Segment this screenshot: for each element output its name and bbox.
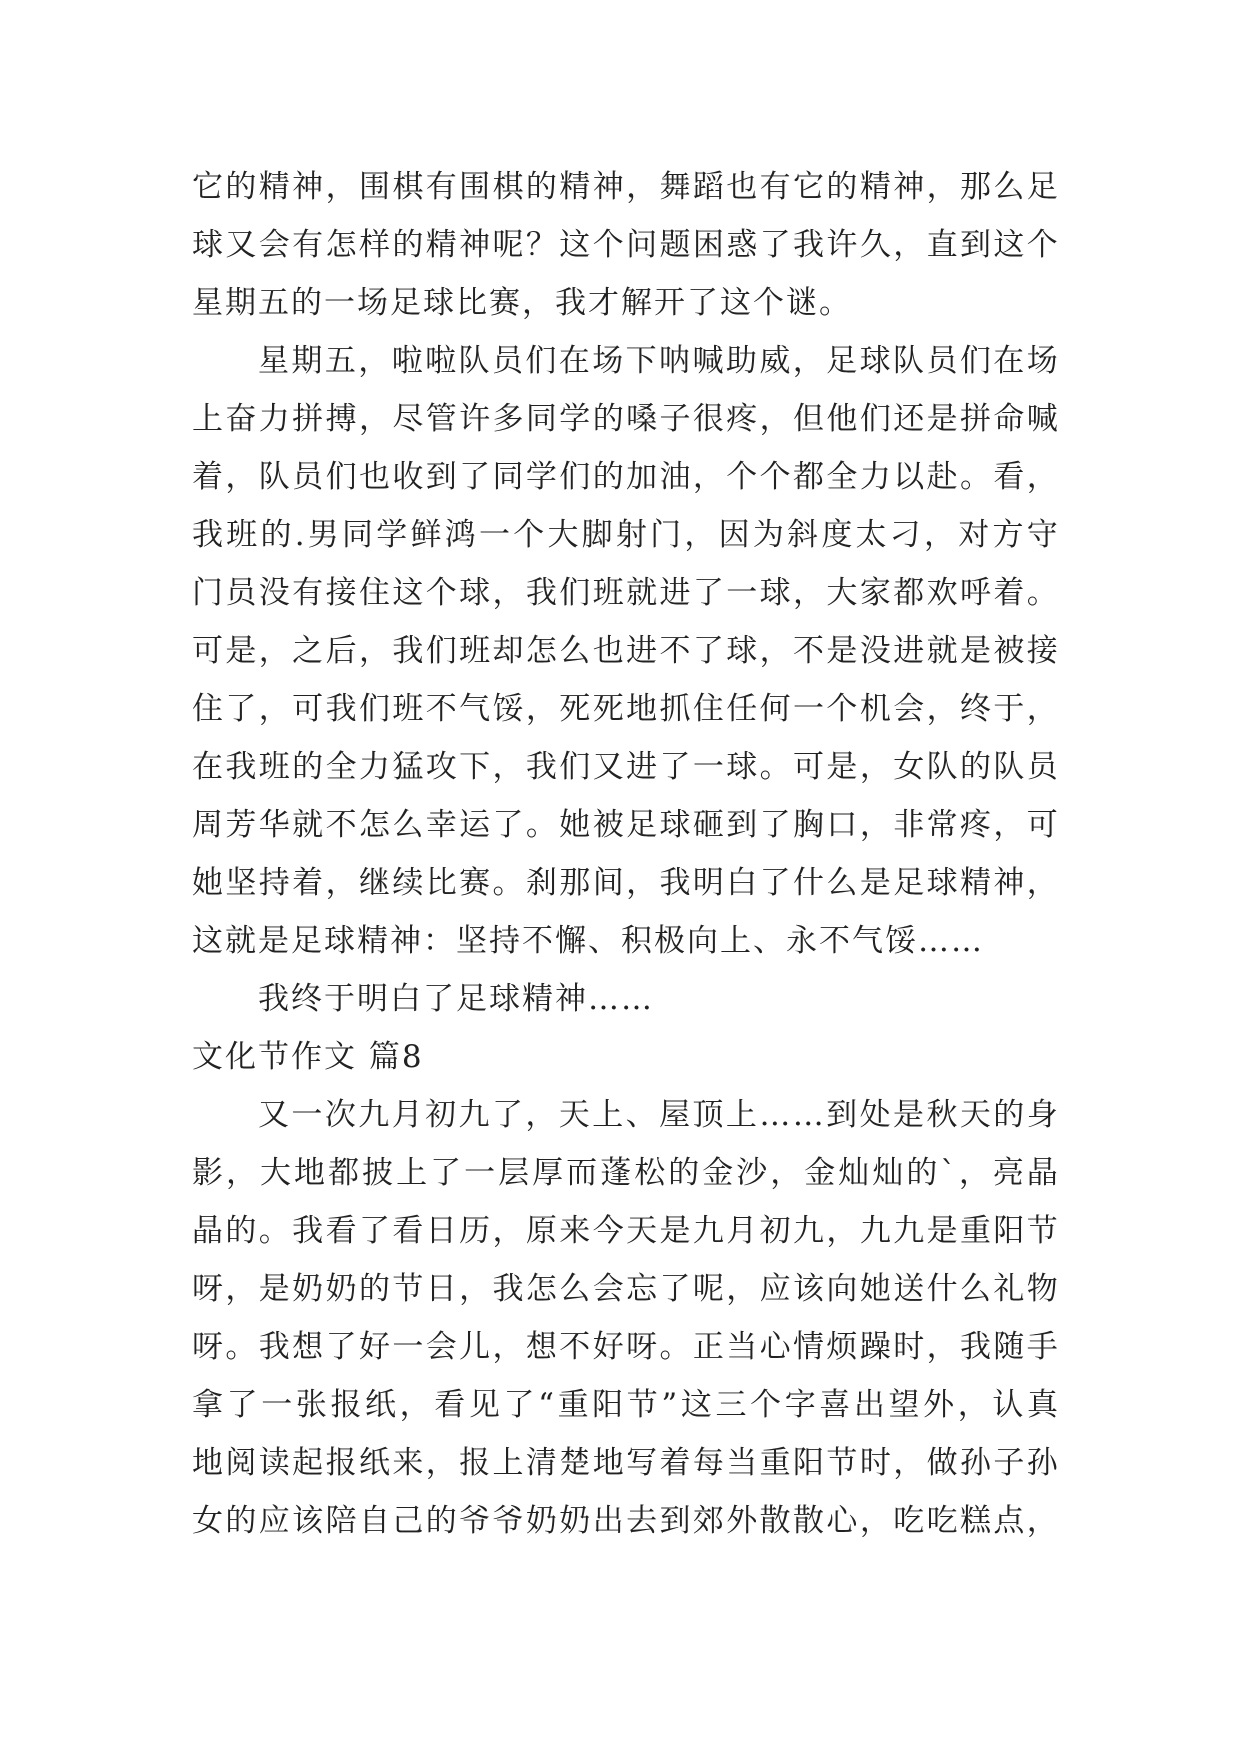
paragraph-start-line: 星 期 五 ， 啦 啦 队 员 们 在 场 下 呐 喊 助 威 ， 足 球 队 员 们 在 场: [258, 343, 1060, 379]
text-line: 可 是 ， 之 后 ， 我 们 班 却 怎 么 也 进 不 了 球 ， 不 是 没 进 就 是 被 接: [192, 633, 1060, 669]
text-line: 它 的 精 神 ， 围 棋 有 围 棋 的 精 神 ， 舞 蹈 也 有 它 的 精 神 ， 那 么 足: [192, 169, 1060, 205]
text-line: 晶 的 。 我 看 了 看 日 历 ， 原 来 今 天 是 九 月 初 九 ， 九 九 是 重 阳 节: [192, 1213, 1060, 1249]
paragraph-start-line: 又 一 次 九 月 初 九 了 ， 天 上 、 屋 顶 上 … … 到 处 是 秋 天 的 身: [258, 1097, 1060, 1133]
text-line: 着 ， 队 员 们 也 收 到 了 同 学 们 的 加 油 ， 个 个 都 全 力 以 赴 。 看 ，: [192, 459, 1060, 495]
document-page: [192, 158, 1060, 1550]
text-line: 在 我 班 的 全 力 猛 攻 下 ， 我 们 又 进 了 一 球 。 可 是 ， 女 队 的 队 员: [192, 749, 1060, 785]
text-line: 她 坚 持 着 ， 继 续 比 赛 。 刹 那 间 ， 我 明 白 了 什 么 是 足 球 精 神 ，: [192, 865, 1060, 901]
text-line: 球 又 会 有 怎 样 的 精 神 呢 ？ 这 个 问 题 困 惑 了 我 许 久 ， 直 到 这 个: [192, 227, 1060, 263]
text-line: 拿 了 一 张 报 纸 ， 看 见 了 “ 重 阳 节 ” 这 三 个 字 喜 出 望 外 ， 认 真: [192, 1387, 1060, 1423]
section-heading: 文化节作文 篇8: [192, 1039, 424, 1075]
text-line: 我 班 的 . 男 同 学 鲜 鸿 一 个 大 脚 射 门 ， 因 为 斜 度 太 刁 ， 对 方 守: [192, 517, 1060, 553]
text-line: 星期五的一场足球比赛，我才解开了这个谜。: [192, 285, 852, 321]
text-line: 呀 。 我 想 了 好 一 会 儿 ， 想 不 好 呀 。 正 当 心 情 烦 躁 时 ， 我 随 手: [192, 1329, 1060, 1365]
text-line: 上 奋 力 拼 搏 ， 尽 管 许 多 同 学 的 嗓 子 很 疼 ， 但 他 们 还 是 拼 命 喊: [192, 401, 1060, 437]
text-line: 呀 ， 是 奶 奶 的 节 日 ， 我 怎 么 会 忘 了 呢 ， 应 该 向 她 送 什 么 礼 物: [192, 1271, 1060, 1307]
text-line: 住 了 ， 可 我 们 班 不 气 馁 ， 死 死 地 抓 住 任 何 一 个 机 会 ， 终 于 ，: [192, 691, 1060, 727]
text-line: 门 员 没 有 接 住 这 个 球 ， 我 们 班 就 进 了 一 球 ， 大 家 都 欢 呼 着 。: [192, 575, 1060, 611]
paragraph-start-line: 我终于明白了足球精神……: [258, 981, 654, 1017]
text-line: 这就是足球精神：坚持不懈、积极向上、永不气馁……: [192, 923, 984, 959]
text-line: 女 的 应 该 陪 自 己 的 爷 爷 奶 奶 出 去 到 郊 外 散 散 心 ， 吃 吃 糕 点 ，: [192, 1503, 1060, 1539]
text-line: 地 阅 读 起 报 纸 来 ， 报 上 清 楚 地 写 着 每 当 重 阳 节 时 ， 做 孙 子 孙: [192, 1445, 1060, 1481]
text-line: 影 ， 大 地 都 披 上 了 一 层 厚 而 蓬 松 的 金 沙 ， 金 灿 灿 的 ` ， 亮 晶: [192, 1155, 1060, 1191]
text-line: 周 芳 华 就 不 怎 么 幸 运 了 。 她 被 足 球 砸 到 了 胸 口 ， 非 常 疼 ， 可: [192, 807, 1060, 843]
